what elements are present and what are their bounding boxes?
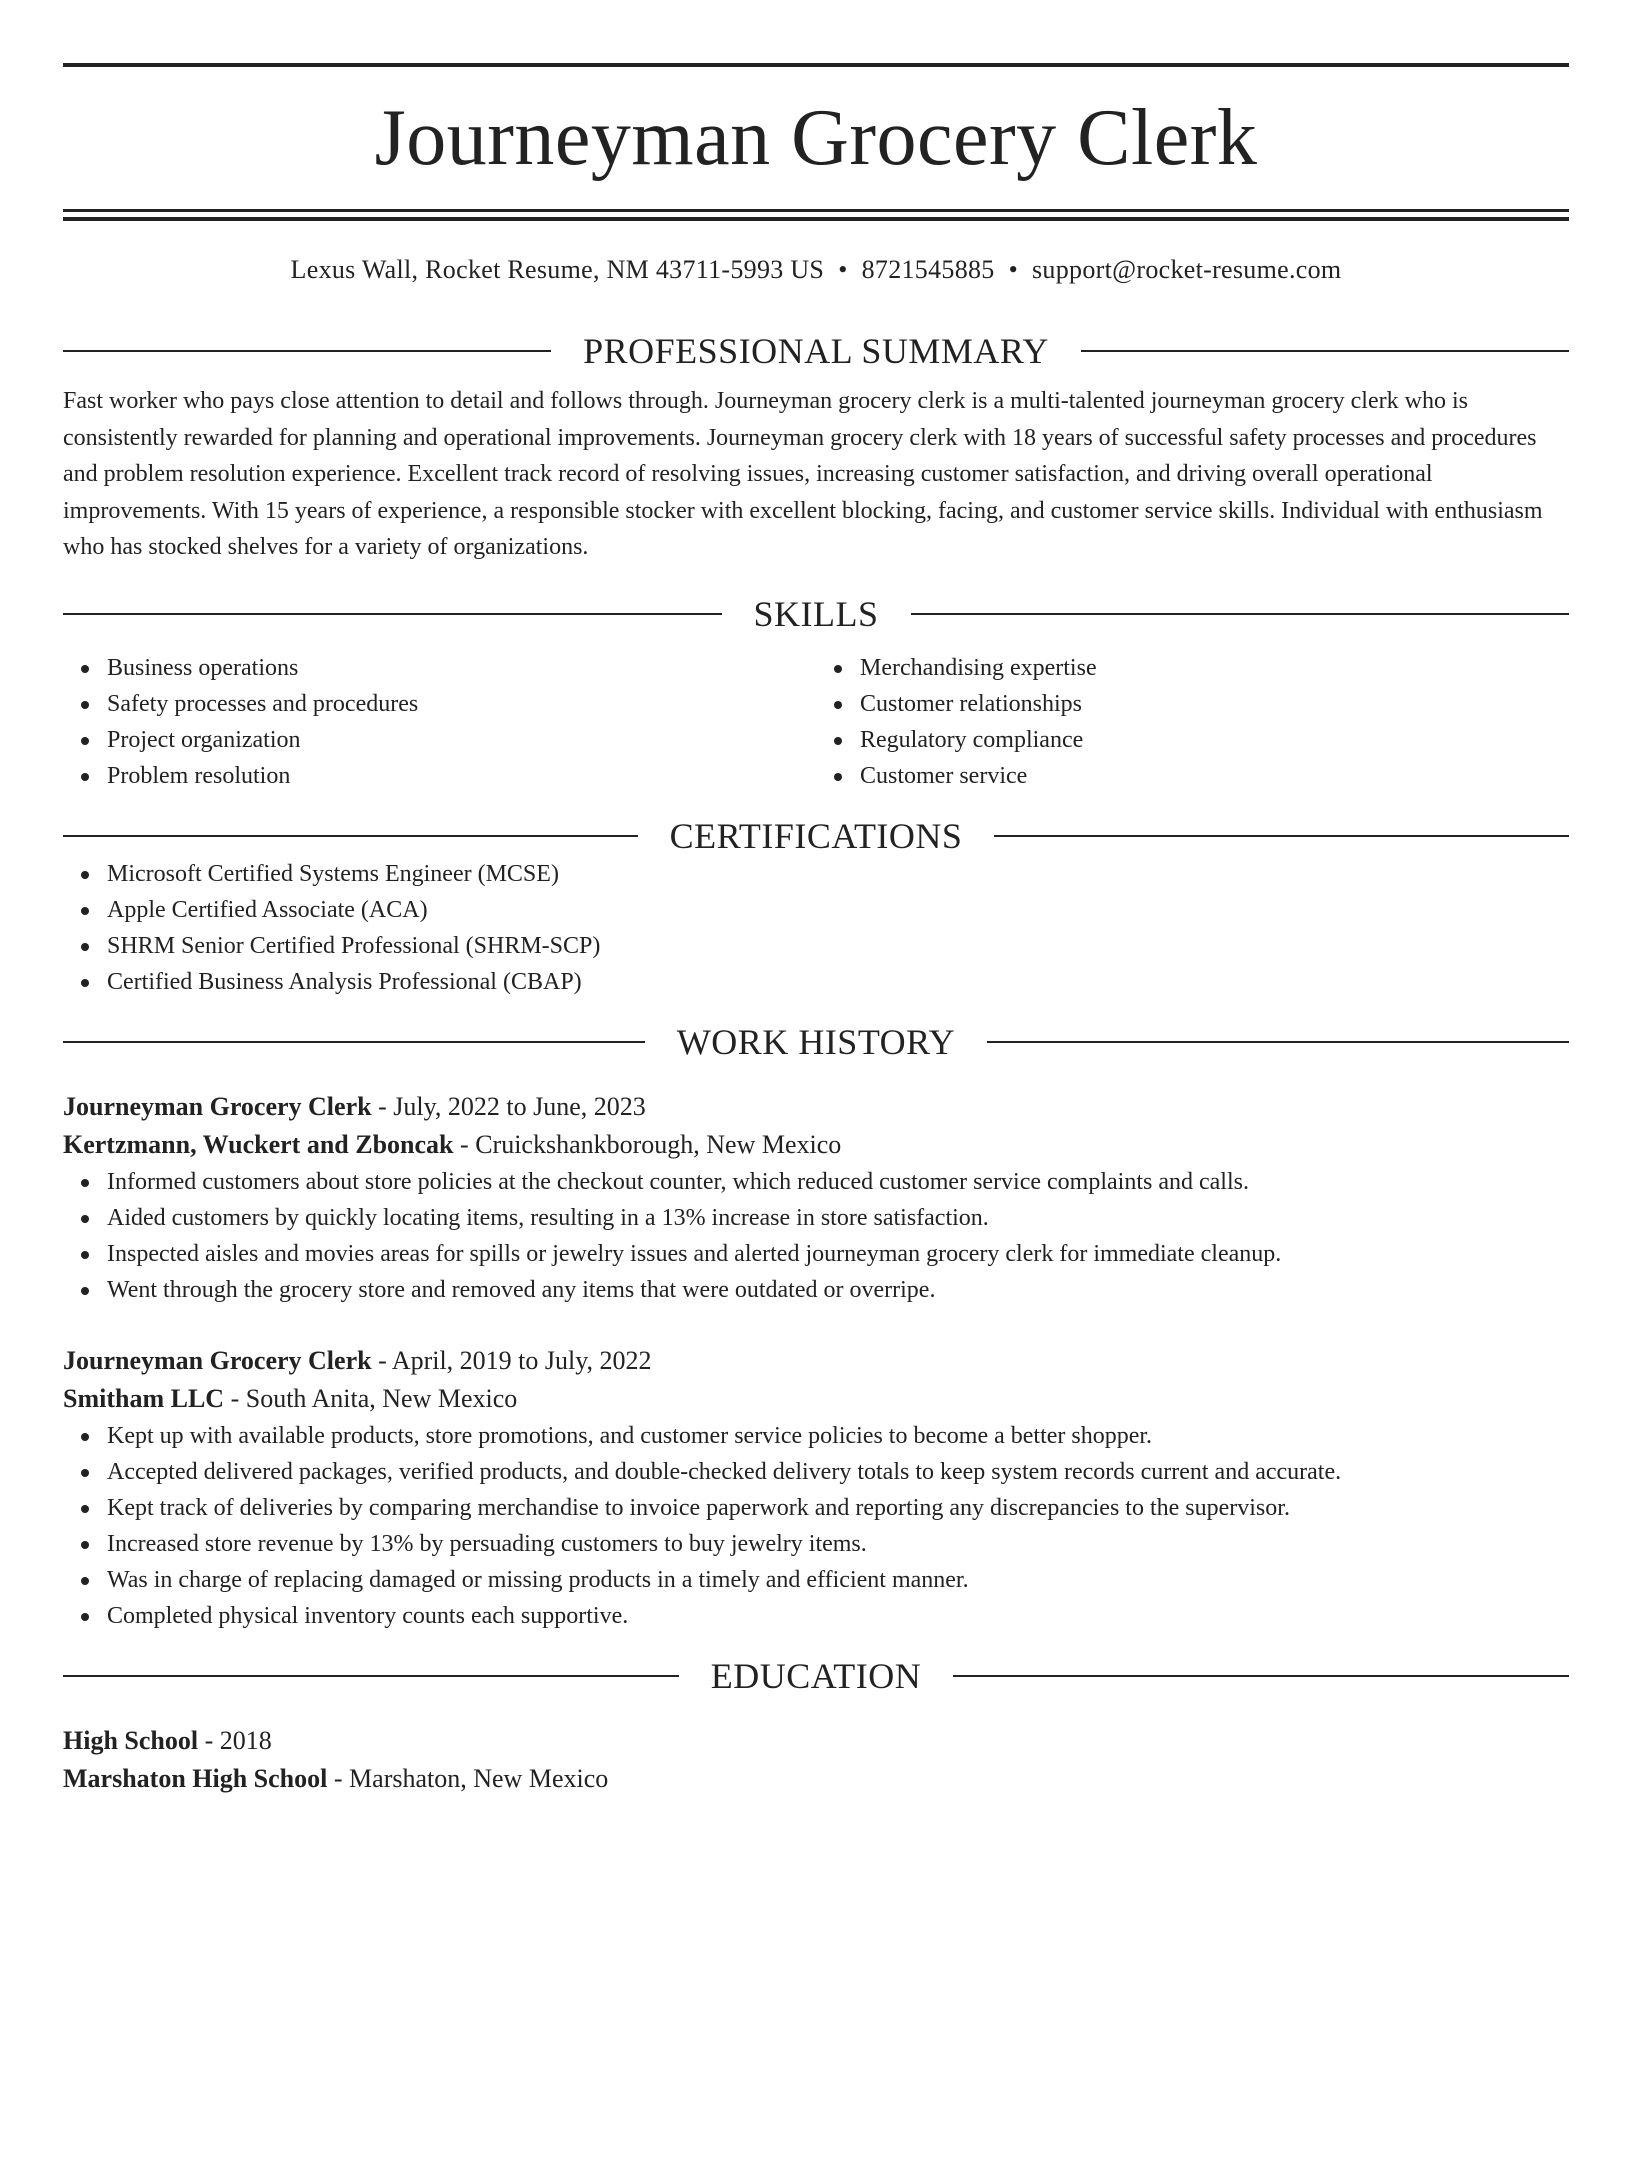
skills-column-right xyxy=(816,650,1569,794)
education-degree: High School xyxy=(63,1725,199,1755)
heading-rule-left xyxy=(63,835,638,837)
heading-rule-right xyxy=(994,835,1569,837)
top-rule xyxy=(63,63,1569,67)
education-degree-line xyxy=(63,1722,1569,1760)
education-year: - 2018 xyxy=(198,1725,272,1755)
contact-phone: 8721545885 xyxy=(861,255,995,284)
job-bullet: Accepted delivered packages, verified products, and double-checked delivery totals to keep system records current and accurate. xyxy=(107,1454,1569,1490)
job-title: Journeyman Grocery Clerk xyxy=(63,1345,372,1375)
job-company: Smitham LLC xyxy=(63,1383,225,1413)
job-bullet: Aided customers by quickly locating items, resulting in a 13% increase in store satisfaction. xyxy=(107,1200,1569,1236)
education-entry xyxy=(63,1722,1569,1798)
section-heading-label: EDUCATION xyxy=(710,1655,922,1696)
resume-page xyxy=(0,63,1632,2175)
job-location: - South Anita, New Mexico xyxy=(224,1383,518,1413)
section-heading-certifications xyxy=(63,816,1569,856)
skill-item: Customer relationships xyxy=(860,686,1569,722)
job-location: - Cruickshankborough, New Mexico xyxy=(453,1129,842,1159)
job-company-line xyxy=(63,1126,1569,1164)
section-heading-label: PROFESSIONAL SUMMARY xyxy=(583,331,1049,371)
job-entry xyxy=(63,1088,1569,1308)
certification-item: SHRM Senior Certified Professional (SHRM-SCP) xyxy=(107,928,1569,964)
title-double-rule xyxy=(63,209,1569,221)
certification-item: Certified Business Analysis Professional (CBAP) xyxy=(107,964,1569,1000)
section-heading-label: WORK HISTORY xyxy=(676,1021,956,1062)
skills-grid xyxy=(63,650,1569,794)
heading-rule-right xyxy=(1081,350,1569,352)
job-dates: - July, 2022 to June, 2023 xyxy=(371,1091,646,1121)
job-bullet: Inspected aisles and movies areas for spills or jewelry issues and alerted journeyman grocery clerk for immediate cleanup. xyxy=(107,1236,1569,1272)
skill-item: Customer service xyxy=(860,758,1569,794)
job-bullet: Was in charge of replacing damaged or missing products in a timely and efficient manner. xyxy=(107,1562,1569,1598)
job-bullet: Kept track of deliveries by comparing merchandise to invoice paperwork and reporting any discrepancies to the supervisor. xyxy=(107,1490,1569,1526)
section-heading-label: CERTIFICATIONS xyxy=(669,815,963,856)
job-company: Kertzmann, Wuckert and Zboncak xyxy=(63,1129,454,1159)
heading-rule-left xyxy=(63,1041,645,1043)
job-bullet: Kept up with available products, store promotions, and customer service policies to become a better shopper. xyxy=(107,1418,1569,1454)
contact-email: support@rocket-resume.com xyxy=(1032,255,1342,284)
education-school-line xyxy=(63,1760,1569,1798)
section-heading-skills xyxy=(63,594,1569,634)
job-title-line xyxy=(63,1088,1569,1126)
skill-item: Business operations xyxy=(107,650,816,686)
heading-rule-right xyxy=(953,1675,1569,1677)
job-bullet-list xyxy=(63,1418,1569,1634)
job-bullet: Increased store revenue by 13% by persuading customers to buy jewelry items. xyxy=(107,1526,1569,1562)
heading-rule-left xyxy=(63,1675,679,1677)
skills-list-right xyxy=(816,650,1569,794)
heading-rule-left xyxy=(63,350,551,352)
contact-line xyxy=(63,253,1569,287)
skills-column-left xyxy=(63,650,816,794)
education-location: - Marshaton, New Mexico xyxy=(327,1763,609,1793)
certifications-list xyxy=(63,856,1569,1000)
job-bullet: Completed physical inventory counts each supportive. xyxy=(107,1598,1569,1634)
certification-item: Apple Certified Associate (ACA) xyxy=(107,892,1569,928)
job-title: Journeyman Grocery Clerk xyxy=(63,1091,372,1121)
job-bullet: Went through the grocery store and removed any items that were outdated or overripe. xyxy=(107,1272,1569,1308)
certification-item: Microsoft Certified Systems Engineer (MCSE) xyxy=(107,856,1569,892)
skill-item: Problem resolution xyxy=(107,758,816,794)
summary-paragraph: Fast worker who pays close attention to detail and follows through. Journeyman grocery clerk is a multi-talented journeyman grocery clerk who is consistently rewarded for planning and operational improvements. Journeyman grocery clerk with 18 years of successful safety processes and procedures and problem resolution experience. Excellent track record of resolving issues, increasing customer satisfaction, and driving overall operational improvements. With 15 years of experience, a responsible stocker with excellent blocking, facing, and customer service skills. Individual with enthusiasm who has stocked shelves for a variety of organizations. xyxy=(63,388,1543,560)
job-dates: - April, 2019 to July, 2022 xyxy=(371,1345,652,1375)
heading-rule-right xyxy=(987,1041,1569,1043)
section-heading-education xyxy=(63,1656,1569,1696)
skills-list-left xyxy=(63,650,816,794)
heading-rule-right xyxy=(911,613,1570,615)
job-bullet-list xyxy=(63,1164,1569,1308)
skill-item: Safety processes and procedures xyxy=(107,686,816,722)
contact-separator: • xyxy=(1008,255,1019,284)
job-title-line xyxy=(63,1342,1569,1380)
job-bullet: Informed customers about store policies at the checkout counter, which reduced customer service complaints and calls. xyxy=(107,1164,1569,1200)
section-heading-summary xyxy=(63,331,1569,371)
skill-item: Project organization xyxy=(107,722,816,758)
contact-address: Lexus Wall, Rocket Resume, NM 43711-5993 US xyxy=(290,255,825,284)
job-company-line xyxy=(63,1380,1569,1418)
section-heading-work-history xyxy=(63,1022,1569,1062)
section-heading-label: SKILLS xyxy=(753,593,879,634)
resume-title: Journeyman Grocery Clerk xyxy=(374,94,1258,182)
education-school: Marshaton High School xyxy=(63,1763,328,1793)
heading-rule-left xyxy=(63,613,722,615)
job-entry xyxy=(63,1342,1569,1634)
skill-item: Merchandising expertise xyxy=(860,650,1569,686)
contact-separator: • xyxy=(838,255,848,284)
skill-item: Regulatory compliance xyxy=(860,722,1569,758)
